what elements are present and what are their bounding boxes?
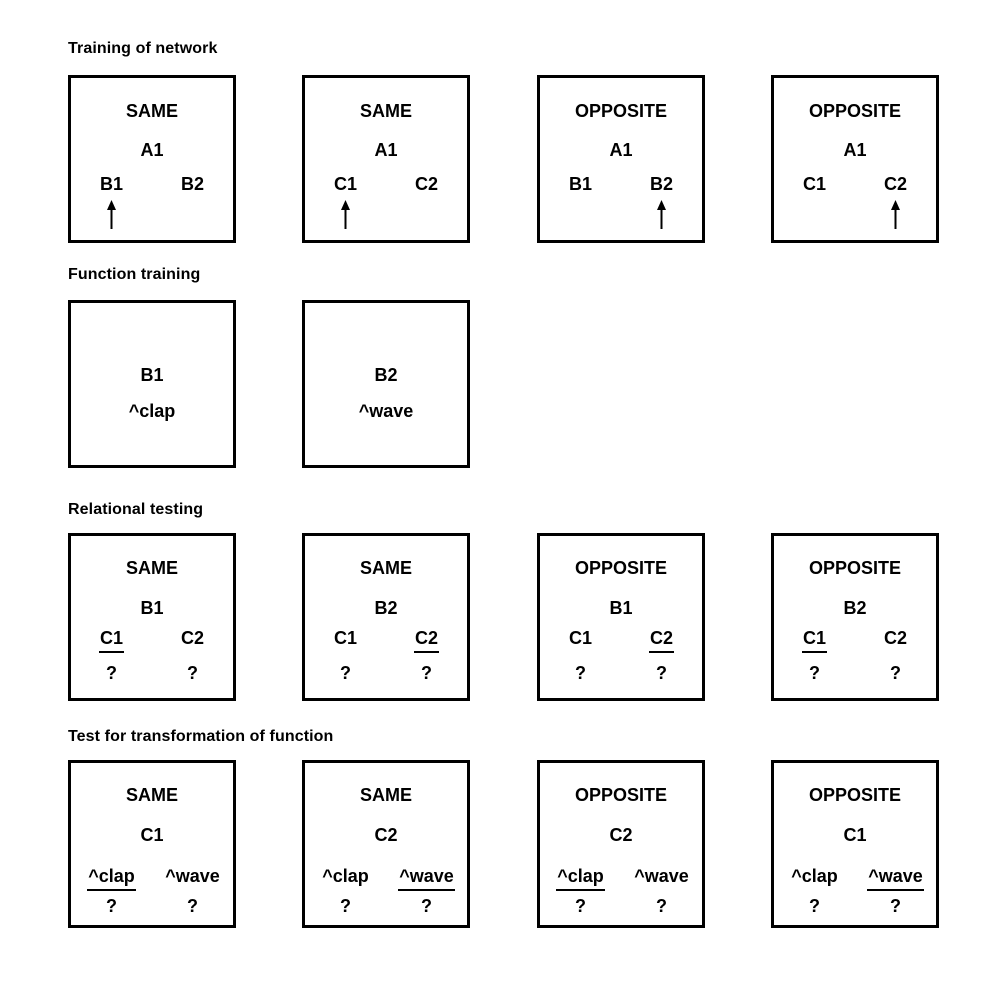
relation-cue: SAME bbox=[359, 558, 412, 578]
comparison-row bbox=[71, 175, 233, 195]
response-query: ? bbox=[340, 896, 351, 916]
sample-stimulus: B2 bbox=[374, 365, 398, 385]
response-query: ? bbox=[656, 663, 667, 683]
response-row bbox=[71, 664, 233, 684]
response-query: ? bbox=[809, 663, 820, 683]
comparison-stimulus: C2 bbox=[180, 628, 204, 648]
selection-row bbox=[305, 200, 467, 229]
trial-box bbox=[302, 760, 470, 928]
response-query: ? bbox=[575, 663, 586, 683]
sample-stimulus: C2 bbox=[374, 825, 398, 845]
comparison-stimulus-underlined: ^clap bbox=[87, 867, 136, 891]
sample-stimulus: C2 bbox=[609, 825, 633, 845]
trial-box bbox=[68, 75, 236, 243]
sample-stimulus: C1 bbox=[843, 825, 867, 845]
response-row bbox=[305, 664, 467, 684]
section-title: Test for transformation of function bbox=[68, 728, 334, 745]
comparison-stimulus-underlined: ^wave bbox=[867, 867, 924, 891]
relation-cue: SAME bbox=[125, 101, 178, 121]
trial-box bbox=[302, 300, 470, 468]
trial-box bbox=[302, 533, 470, 701]
comparison-stimulus-underlined: C1 bbox=[99, 629, 124, 653]
response-query: ? bbox=[890, 896, 901, 916]
comparison-stimulus-underlined: C1 bbox=[802, 629, 827, 653]
relation-cue: OPPOSITE bbox=[808, 785, 902, 805]
comparison-row bbox=[774, 175, 936, 195]
selection-row bbox=[71, 200, 233, 229]
response-query: ? bbox=[890, 663, 901, 683]
trial-box bbox=[68, 760, 236, 928]
comparison-stimulus-underlined: C2 bbox=[414, 629, 439, 653]
relation-cue: OPPOSITE bbox=[574, 101, 668, 121]
comparison-stimulus: B2 bbox=[180, 174, 204, 194]
response-query: ? bbox=[575, 896, 586, 916]
comparison-stimulus: ^clap bbox=[791, 866, 838, 886]
up-arrow-icon bbox=[339, 200, 352, 229]
trial-box bbox=[537, 533, 705, 701]
comparison-stimulus: B1 bbox=[99, 174, 123, 194]
comparison-stimulus: C1 bbox=[568, 628, 592, 648]
sample-stimulus: C1 bbox=[140, 825, 164, 845]
response-query: ? bbox=[340, 663, 351, 683]
relation-cue: SAME bbox=[125, 558, 178, 578]
trial-box bbox=[537, 75, 705, 243]
comparison-stimulus-underlined: C2 bbox=[649, 629, 674, 653]
comparison-stimulus: C2 bbox=[414, 174, 438, 194]
response-query: ? bbox=[656, 896, 667, 916]
comparison-row bbox=[774, 867, 936, 891]
selection-row bbox=[540, 200, 702, 229]
comparison-stimulus: C1 bbox=[333, 628, 357, 648]
section-title: Function training bbox=[68, 266, 201, 283]
sample-stimulus: B1 bbox=[140, 365, 164, 385]
section-title: Relational testing bbox=[68, 501, 204, 518]
comparison-row bbox=[71, 867, 233, 891]
comparison-stimulus: ^wave bbox=[165, 866, 220, 886]
comparison-row bbox=[540, 629, 702, 653]
up-arrow-icon bbox=[655, 200, 668, 229]
trial-box bbox=[68, 533, 236, 701]
sample-stimulus: B1 bbox=[140, 598, 164, 618]
response-query: ? bbox=[187, 663, 198, 683]
selection-row bbox=[774, 200, 936, 229]
comparison-stimulus: ^clap bbox=[322, 866, 369, 886]
response-query: ? bbox=[421, 663, 432, 683]
sample-stimulus: A1 bbox=[609, 140, 633, 160]
sample-stimulus: B2 bbox=[374, 598, 398, 618]
response-row bbox=[774, 664, 936, 684]
response-row bbox=[774, 897, 936, 917]
comparison-stimulus: B1 bbox=[568, 174, 592, 194]
response-query: ? bbox=[421, 896, 432, 916]
comparison-row bbox=[774, 629, 936, 653]
trial-box bbox=[302, 75, 470, 243]
response-query: ? bbox=[106, 896, 117, 916]
trial-box bbox=[771, 75, 939, 243]
comparison-row bbox=[305, 175, 467, 195]
relation-cue: SAME bbox=[125, 785, 178, 805]
section-title: Training of network bbox=[68, 40, 218, 57]
comparison-row bbox=[305, 629, 467, 653]
relation-cue: OPPOSITE bbox=[574, 785, 668, 805]
comparison-stimulus-underlined: ^clap bbox=[556, 867, 605, 891]
trial-box bbox=[771, 760, 939, 928]
comparison-stimulus: C1 bbox=[333, 174, 357, 194]
sample-stimulus: A1 bbox=[374, 140, 398, 160]
sample-stimulus: B1 bbox=[609, 598, 633, 618]
comparison-row bbox=[305, 867, 467, 891]
function-response: ^wave bbox=[358, 401, 414, 421]
relation-cue: OPPOSITE bbox=[808, 101, 902, 121]
response-row bbox=[540, 664, 702, 684]
response-query: ? bbox=[106, 663, 117, 683]
function-response: ^clap bbox=[128, 401, 176, 421]
response-query: ? bbox=[809, 896, 820, 916]
response-row bbox=[71, 897, 233, 917]
sample-stimulus: A1 bbox=[140, 140, 164, 160]
response-query: ? bbox=[187, 896, 198, 916]
comparison-stimulus: C2 bbox=[883, 174, 907, 194]
trial-box bbox=[537, 760, 705, 928]
sample-stimulus: A1 bbox=[843, 140, 867, 160]
comparison-stimulus: ^wave bbox=[634, 866, 689, 886]
up-arrow-icon bbox=[889, 200, 902, 229]
comparison-row bbox=[540, 867, 702, 891]
comparison-stimulus: C2 bbox=[883, 628, 907, 648]
response-row bbox=[305, 897, 467, 917]
sample-stimulus: B2 bbox=[843, 598, 867, 618]
relation-cue: SAME bbox=[359, 101, 412, 121]
relation-cue: OPPOSITE bbox=[574, 558, 668, 578]
up-arrow-icon bbox=[105, 200, 118, 229]
comparison-stimulus-underlined: ^wave bbox=[398, 867, 455, 891]
comparison-row bbox=[540, 175, 702, 195]
response-row bbox=[540, 897, 702, 917]
relation-cue: SAME bbox=[359, 785, 412, 805]
comparison-stimulus: C1 bbox=[802, 174, 826, 194]
relation-cue: OPPOSITE bbox=[808, 558, 902, 578]
trial-box bbox=[68, 300, 236, 468]
trial-box bbox=[771, 533, 939, 701]
comparison-stimulus: B2 bbox=[649, 174, 673, 194]
comparison-row bbox=[71, 629, 233, 653]
